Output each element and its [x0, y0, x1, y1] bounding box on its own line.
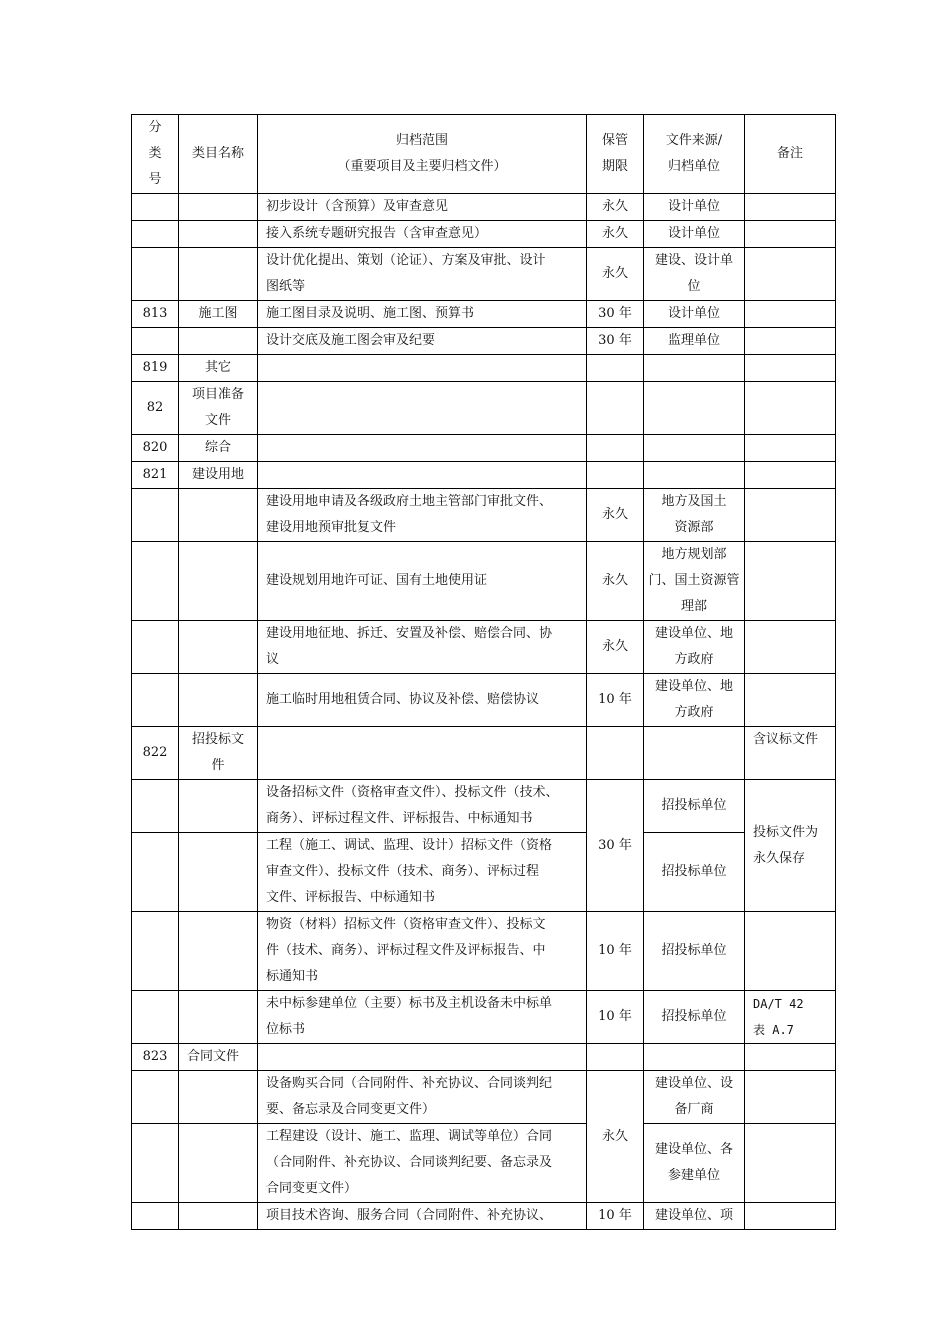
source-cell: 招投标单位 [644, 833, 745, 912]
table-row [132, 1203, 836, 1230]
retention-cell: 永久 [587, 194, 644, 221]
retention-cell: 10 年 [587, 674, 644, 727]
category-name-cell: 合同文件 [179, 1044, 258, 1071]
table-header-row [132, 115, 836, 194]
header-source: 文件来源/ 归档单位 [644, 115, 745, 194]
scope-cell: 设备招标文件（资格审查文件）、投标文件（技术、 商务）、评标过程文件、评标报告、中标通知书 [258, 780, 587, 833]
scope-cell: 项目技术咨询、服务合同（合同附件、补充协议、 [258, 1203, 587, 1230]
source-cell: 监理单位 [644, 328, 745, 355]
retention-cell: 永久 [587, 542, 644, 621]
table-row [132, 833, 836, 912]
table-row [132, 1071, 836, 1124]
remark-cell: 投标文件为 永久保存 [745, 780, 836, 912]
scope-cell: 施工图目录及说明、施工图、预算书 [258, 301, 587, 328]
source-cell: 建设单位、地 方政府 [644, 674, 745, 727]
source-cell: 地方及国土 资源部 [644, 489, 745, 542]
source-cell: 建设单位、地 方政府 [644, 621, 745, 674]
table-row [132, 248, 836, 301]
code-cell: 820 [132, 435, 179, 462]
source-cell: 建设单位、各 参建单位 [644, 1124, 745, 1203]
table-row [132, 355, 836, 382]
table-row [132, 1124, 836, 1203]
source-cell: 设计单位 [644, 194, 745, 221]
scope-cell: 建设用地征地、拆迁、安置及补偿、赔偿合同、协 议 [258, 621, 587, 674]
retention-cell: 10 年 [587, 912, 644, 991]
header-code: 分 类 号 [132, 115, 179, 194]
code-cell: 822 [132, 727, 179, 780]
retention-cell: 永久 [587, 1071, 644, 1203]
source-cell: 建设、设计单 位 [644, 248, 745, 301]
category-name-cell: 施工图 [179, 301, 258, 328]
table-row [132, 382, 836, 435]
scope-cell: 初步设计（含预算）及审查意见 [258, 194, 587, 221]
table-row [132, 301, 836, 328]
scope-cell: 工程建设（设计、施工、监理、调试等单位）合同 （合同附件、补充协议、合同谈判纪要、备忘录及 合同变更文件） [258, 1124, 587, 1203]
table-row [132, 727, 836, 780]
remark-cell: 含议标文件 [745, 727, 836, 780]
category-name-cell: 其它 [179, 355, 258, 382]
table-row [132, 435, 836, 462]
scope-cell: 建设用地申请及各级政府土地主管部门审批文件、 建设用地预审批复文件 [258, 489, 587, 542]
source-cell: 招投标单位 [644, 912, 745, 991]
category-name-cell: 综合 [179, 435, 258, 462]
source-cell: 招投标单位 [644, 991, 745, 1044]
source-cell: 地方规划部 门、国土资源管 理部 [644, 542, 745, 621]
header-retention: 保管 期限 [587, 115, 644, 194]
source-cell: 设计单位 [644, 221, 745, 248]
retention-cell: 30 年 [587, 328, 644, 355]
retention-cell: 永久 [587, 248, 644, 301]
retention-cell: 10 年 [587, 1203, 644, 1230]
scope-cell: 工程（施工、调试、监理、设计）招标文件（资格 审查文件）、投标文件（技术、商务）、评标过程 文件、评标报告、中标通知书 [258, 833, 587, 912]
scope-cell: 施工临时用地租赁合同、协议及补偿、赔偿协议 [258, 674, 587, 727]
table-row [132, 542, 836, 621]
scope-cell: 设计交底及施工图会审及纪要 [258, 328, 587, 355]
table-row [132, 221, 836, 248]
table-row [132, 194, 836, 221]
scope-cell: 物资（材料）招标文件（资格审查文件）、投标文 件（技术、商务）、评标过程文件及评标报告、中 标通知书 [258, 912, 587, 991]
table-row [132, 621, 836, 674]
source-cell: 设计单位 [644, 301, 745, 328]
scope-cell: 建设规划用地许可证、国有土地使用证 [258, 542, 587, 621]
archive-table [131, 114, 836, 1230]
source-cell: 建设单位、项 [644, 1203, 745, 1230]
code-cell: 823 [132, 1044, 179, 1071]
code-cell: 82 [132, 382, 179, 435]
retention-cell: 10 年 [587, 991, 644, 1044]
table-row [132, 489, 836, 542]
table-row [132, 1044, 836, 1071]
table-row [132, 674, 836, 727]
header-category-name: 类目名称 [179, 115, 258, 194]
code-cell: 821 [132, 462, 179, 489]
remark-cell: DA/T 42 表 A.7 [745, 991, 836, 1044]
source-cell: 招投标单位 [644, 780, 745, 833]
header-remark: 备注 [745, 115, 836, 194]
retention-cell: 永久 [587, 489, 644, 542]
table-row [132, 991, 836, 1044]
retention-cell: 30 年 [587, 780, 644, 912]
retention-cell: 永久 [587, 221, 644, 248]
table-row [132, 328, 836, 355]
scope-cell: 未中标参建单位（主要）标书及主机设备未中标单 位标书 [258, 991, 587, 1044]
retention-cell: 30 年 [587, 301, 644, 328]
category-name-cell: 招投标文 件 [179, 727, 258, 780]
category-name-cell: 建设用地 [179, 462, 258, 489]
table-row [132, 912, 836, 991]
source-cell: 建设单位、设 备厂商 [644, 1071, 745, 1124]
code-cell: 813 [132, 301, 179, 328]
header-scope: 归档范围 （重要项目及主要归档文件） [258, 115, 587, 194]
scope-cell: 接入系统专题研究报告（含审查意见） [258, 221, 587, 248]
code-cell: 819 [132, 355, 179, 382]
table-row [132, 780, 836, 833]
scope-cell: 设计优化提出、策划（论证）、方案及审批、设计 图纸等 [258, 248, 587, 301]
scope-cell: 设备购买合同（合同附件、补充协议、合同谈判纪 要、备忘录及合同变更文件） [258, 1071, 587, 1124]
table-row [132, 462, 836, 489]
retention-cell: 永久 [587, 621, 644, 674]
category-name-cell: 项目准备 文件 [179, 382, 258, 435]
